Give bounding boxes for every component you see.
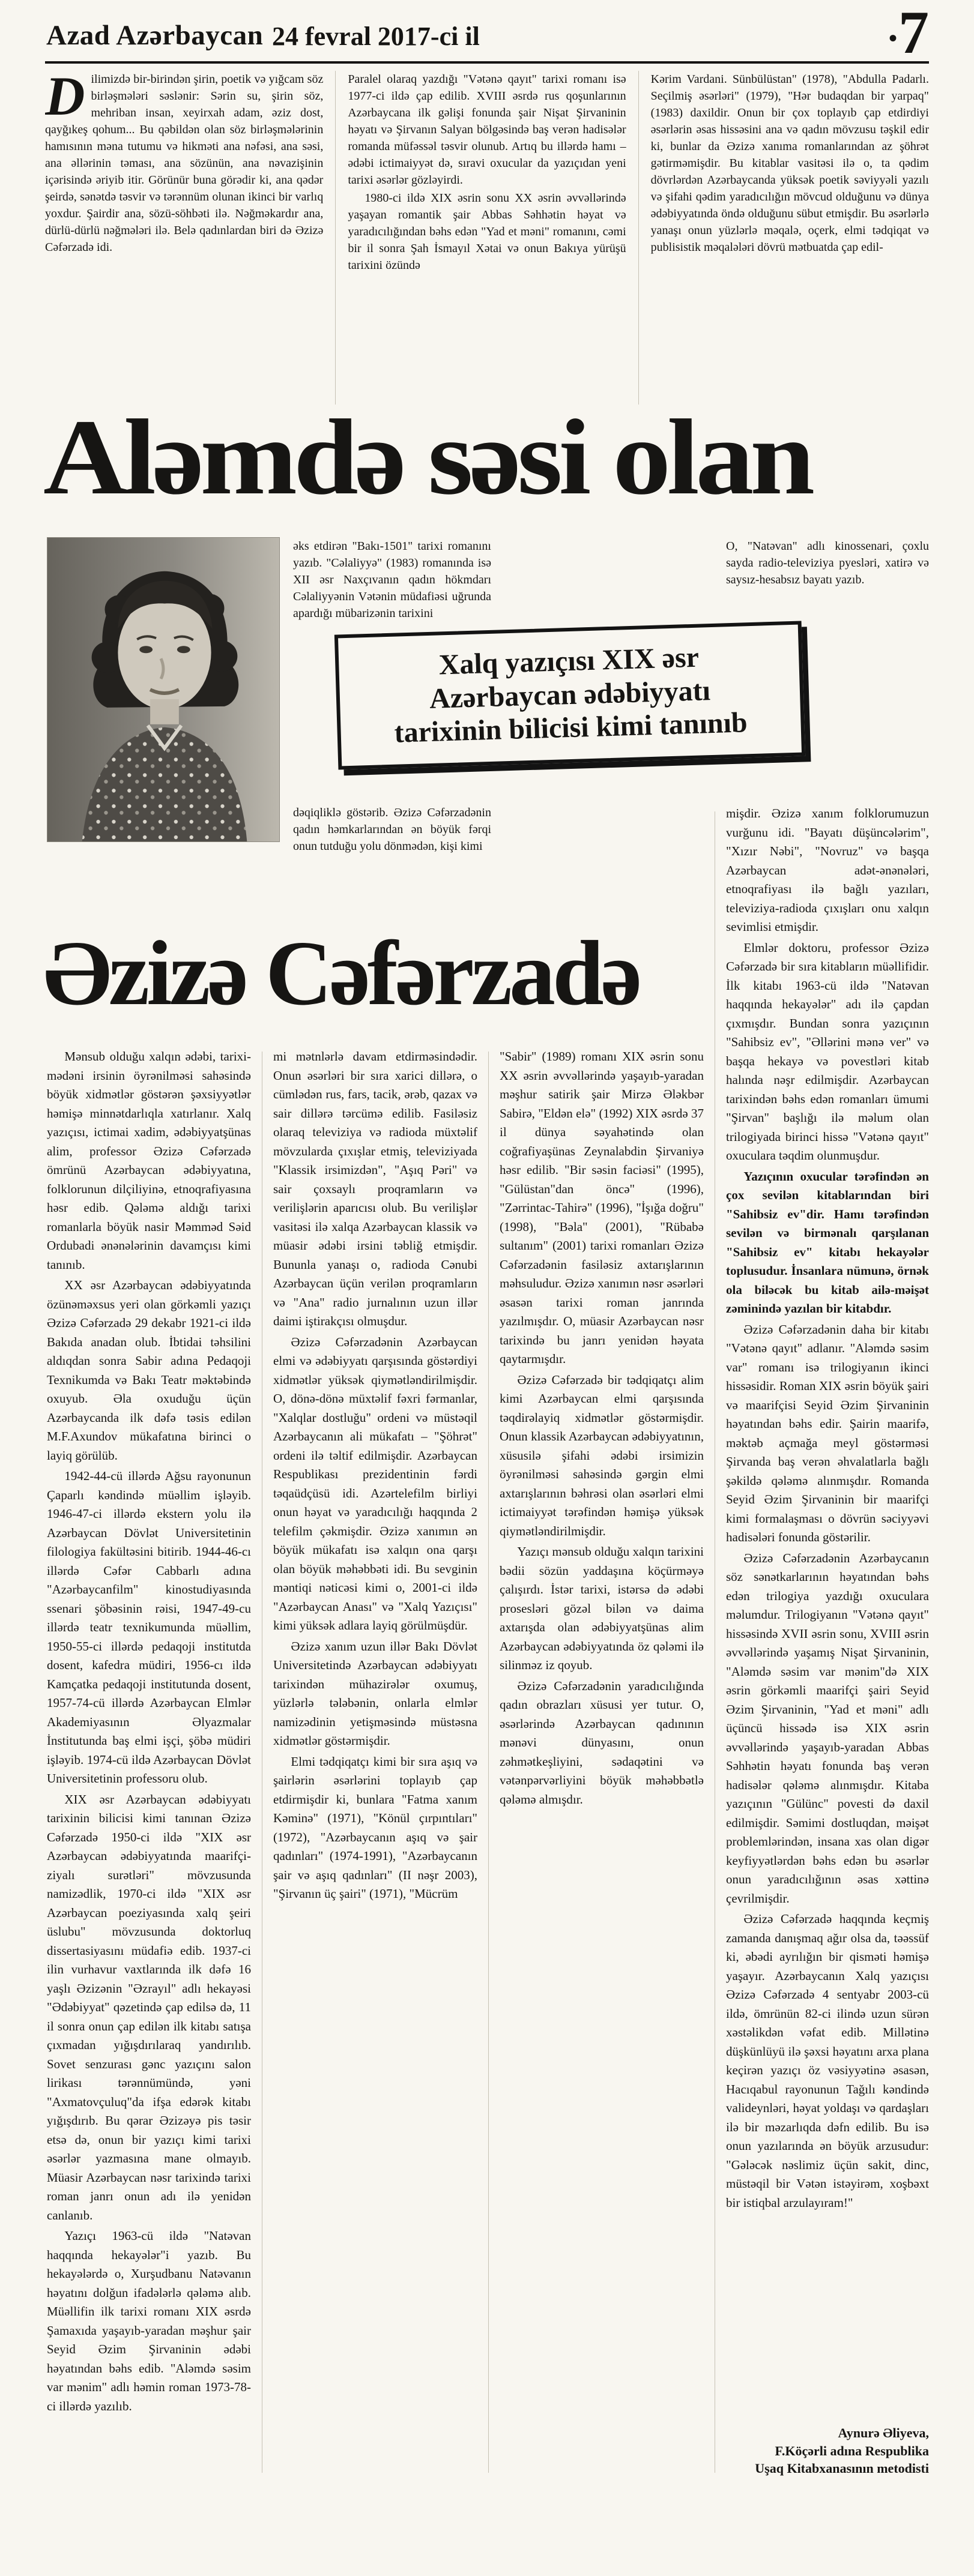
body-paragraph: Elmi tədqiqatçı kimi bir sıra aşıq və şairlərin əsərlərini toplayıb çap etdirmişdir ki, bunlara "Fatma xanım Kəminə" (1971), "Könül çırpıntıları" (1972), "Azərbaycanın aşıq və şair qadınları" (1974-1991), "Azərbaycanın şair və aşıq qadınları" (II nəşr 2003), "Şirvanın üç şairi" (1971), "Mücrüm xyxy=(273,1754,477,1901)
top-column-1 xyxy=(45,71,335,405)
top-column-3 xyxy=(638,71,929,405)
feature-paragraph-left xyxy=(293,538,491,622)
feature-text: dəqiqliklə göstərib. Əzizə Cəfərzadənin qadın həmkarlarından ən böyük fərqi onun tutduğu yolu dönmədən, kişi kimi xyxy=(293,806,491,853)
body-paragraph: Əzizə Cəfərzadənin Azərbaycan elmi və ədəbiyyatı qarşısında göstərdiyi xidmətlər yüksək qiymətləndirilmişdir. O, dönə-dönə müxtəlif fəxri fərmanlar, "Xalqlar dostluğu" ordeni və müstəqil Azərbaycanın ali mükafatı – "Şöhrət" ordeni ilə təltif edilmişdir. Azərbaycan Respublikası prezidentinin fərdi təqaüdçüsü idi. Azərtelefilm birliyi onun həyat və yaradıcılığı haqqında 2 telefilm çəkmişdir. Əzizə xanımın ən böyük mükafatı isə xalqın ona qarşı olan böyük məhəbbəti idi. Bu sevginin məntiqi nəticəsi kimi o, 2001-ci ildə "Azərbaycan Anası" və "Xalq Yazıçısı" kimi yüksək adlara layiq görülmüşdür. xyxy=(273,1334,477,1633)
body-paragraph: Əzizə Cəfərzadənin daha bir kitabı "Vətənə qayıt" adlanır. "Aləmdə səsim var" romanı isə trilogiyanın ikinci hissəsidir. Roman XIX əsrin böyük şairi və maarifçisi Seyid Əzim Şirvaninin həyatından bəhs edir. Şairin maarifə, məktəb açmağa meyl göstərməsi Şirvanda baş verən əhvalatlarla bağlı şəkildə qələmə alınmışdır. Romanda Seyid Əzim Şirvaninin bir maarifçi kimi formalaşması o dövrün səciyyəvi hadisələri fonunda göstərilir. xyxy=(726,1322,929,1544)
body-paragraph: Əzizə Cəfərzadənin yaradıcılığında qadın obrazları xüsusi yer tutur. O, əsərlərində Azərbaycan qadınının mənəvi dünyasını, onun zəhmətkeşliyini, sədaqətini və vətənpərvərliyini böyük məhəbbətlə qələmə almışdır. xyxy=(500,1678,704,1807)
feature-text: əks etdirən "Bakı-1501" tarixi romanını yazıb. "Cəlaliyyə" (1983) romanında isə XII əsr Naxçıvanın qadın hökmdarı Cəlaliyyənin Vətənin müdafiəsi uğrunda apardığı mübarizənin tarixini xyxy=(293,540,491,620)
feature-paragraph-below-quote xyxy=(293,804,491,855)
pull-quote-line: Azərbaycan ədəbiyyatı xyxy=(429,674,711,715)
newspaper-title: Azad Azərbaycan xyxy=(46,20,264,51)
body-paragraph: Əzizə Cəfərzadə haqqında keçmiş zamanda danışmaq ağır olsa da, təəssüf ki, əbədi ayrılığın bir qisməti həmişə yaşayır. Azərbaycanın Xalq yazıçısı Əzizə Cəfərzadə 4 sentyabr 2003-cü ildə, ömrünün 82-ci ilində uzun sürən xəstəlikdən vəfat edib. Millətinə düşkünlüyü ilə şəxsi həyatını arxa plana keçirən yazıçı öz vəsiyyətinə əsasən, Hacıqabul rayonunun Tağılı kəndində valideynləri, həyat yoldaşı və qardaşları ilə bir məzarlıqda dəfn edilib. Bu isə onun yazılarında ən böyük arzusudur: "Gələcək nəslimiz üçün sakit, dinc, müstəqil bir Vətən istəyirəm, xoşbəxt bir istiqbal arzulayıram!" xyxy=(726,1912,929,2210)
body-paragraph: Əzizə xanım uzun illər Bakı Dövlət Universitetində Azərbaycan ədəbiyyatı tarixindən mühazirələr oxumuş, yüzlərlə tələbənin, onlarla elmlər namizədinin yetişməsində müstəsna xidmətlər göstərmişdir. xyxy=(273,1639,477,1748)
top-paragraph: Kərim Vardani. Sünbülüstan" (1978), "Abdulla Padarlı. Seçilmiş əsərləri" (1979), "Hər budaqdan bir yarpaq" (1983) daxildir. Onun bir çox toplayıb çap etdirdiyi əsərlərin əsas hissəsini ana və qadın mövzusu təşkil edir ki, bunlar da Əzizə xanıma romanlarından az şöhrət gətirməmişdir. Bu kitablar vasitəsi ilə o, ta qədim dövrlərdən Azərbaycanda yüksək poetik səviyyəli yazılı və şifahi qədim yaradıcılığın mövcud olduğunu və dünya ədəbiyyatında öndə olduğunu sübut etmişdir. Bu əsərlərlə yanaşı onun yüzlərlə məqalə, oçerk, elmi tədqiqat və publisistik məqalələri dövrü mətbuatda çap edil- xyxy=(650,73,929,254)
drop-cap: D xyxy=(45,71,85,127)
top-columns xyxy=(45,71,929,405)
body-paragraph: XIX əsr Azərbaycan ədəbiyyatı tarixinin bilicisi kimi tanınan Əzizə Cəfərzadə 1950-ci ildə "XIX əsr Azərbaycan ədəbiyyatında maarifçi-ziyalı surətləri" mövzusunda namizədlik, 1970-ci ildə "XIX əsr Azərbaycan poeziyasında xalq şeiri üslubu" mövzusunda doktorluq dissertasiyasını müdafiə edib. 1937-ci ilin vurhavur vaxtlarında ilk dəfə 16 yaşlı Əzizənin "Əzrayıl" adlı hekayəsi "Ədəbiyyat" qəzetində çap edilsə də, 11 il sonra onun çap edilən ilk kitabı satışa çıxmadan yığışdırılaraq yandırılıb. Sovet senzurası gənc yazıçını salon lirikası tərənnümündə, yəni "Axmatovçuluq"da ifşa edərək kitabı yığışdırıb. Bu qərar Əzizəyə pis təsir etsə də, onun bir yazıçı kimi tarixi əsərlər yazmasına mane olmayıb. Müasir Azərbaycan nəsr tarixində tarixi roman janrı onun adı ilə yenidən canlanıb. xyxy=(47,1792,251,2222)
bullet-icon: • xyxy=(888,25,897,52)
body-paragraph: Yazıçı 1963-cü ildə "Natəvan haqqında hekayələr"i yazıb. Bu hekayələrdə o, Xurşudbanu Natəvanın həyatını dolğun ifadələrlə qələmə alıb. Müəllifin ilk tarixi romanı XIX əsrdə Şamaxıda yaşayıb-yaradan məşhur şair Seyid Əzim Şirvaninin ədəbi həyatından bəhs edib. "Aləmdə səsim var mənim" adlı həmin roman 1973-78-ci illərdə yazılıb. xyxy=(47,2228,251,2413)
byline xyxy=(726,2424,929,2480)
portrait-illustration xyxy=(47,538,279,841)
body-column-2 xyxy=(273,1047,477,2476)
top-paragraph: Paralel olaraq yazdığı "Vətənə qayıt" tarixi romanı isə 1977-ci ildə çap edilib. XVIII əsrdə rus qoşunlarının Azərbaycana ilk gəlişi fonunda şair Nişat Şirvaninin həyatı və Şirvanın Salyan bölgəsində baş verən hadisələr romanda müfəssəl təsvir olunub. Artıq bu illərdə hamı – ədəbi ictimaiyyət də, sıravi oxucular da yazıçıdan yeni tarixi əsərlər gözləyirdi. xyxy=(348,73,626,187)
body-paragraph: Mənsub olduğu xalqın ədəbi, tarixi-mədəni irsinin öyrənilməsi sahəsində böyük xidmətlər göstərən şəxsiyyətlər həmişə minnətdarlıqla xatırlanır. Xalq yazıçısı, ictimai xadim, ədəbiyyatşünas alim, professor Əzizə Cəfərzadə ömrünü Azərbaycan ədəbiyyatına, folklorunun dilçiliyinə, etnoqrafiyasına həsr edib. Qələmə aldığı tarixi romanlarla böyük nasir Məmməd Səid Ordubadi ənənələrinin davamçısı kimi tanınıb. xyxy=(47,1049,251,1272)
body-paragraph: Əzizə Cəfərzadənin Azərbaycanın söz sənətkarlarının həyatından bəhs edən trilogiya yazdığı oxuculara məlumdur. Trilogiyanın "Vətənə qayıt" hissəsində XVII əsrin sonu, XVIII əsrin əvvəllərində yaşamış Nişat Şirvaninin, "Aləmdə səsim var mənim"də XIX əsrin görkəmli maarifçi şairi Seyid Əzim Şirvaninin, "Yad et məni" adlı üçüncü hissədə isə XIX əsrin əvvəllərində yaşayıb-yaradan Abbas Səhhətin həyatı fonunda baş verən hadisələr qələmə alınmışdır. Kitaba yazıçının "Gülünc" povesti də daxil edilmişdir. Səmimi dostluqdan, məişət problemlərindən, insana xas olan digər keyfiyyətlərdən bəhs edən bu əsərlər onun yaradıcılığının əsas xəttinə çevrilmişdir. xyxy=(726,1550,929,1906)
top-paragraph: 1980-ci ildə XIX əsrin sonu XX əsrin əvvəllərində yaşayan romantik şair Abbas Səhhətin həyat və yaradıcılığından bəhs edən "Yad et məni" romanını, cəmi bir il sonra Şah İsmayıl Xətai və onun Bakıya yürüşü tarixini özündə xyxy=(348,191,626,272)
body-column-1 xyxy=(47,1047,251,2476)
feature-paragraph-right xyxy=(726,538,929,588)
pull-quote-box xyxy=(334,621,805,770)
body-paragraph: Elmlər doktoru, professor Əzizə Cəfərzadə bir sıra kitabların müəllifidir. İlk kitabı 1963-cü ildə "Natəvan haqqında hekayələr" adı ilə çapdan çıxmışdır. Bundan sonra yazıçının "Sahibsiz ev", "Əllərini mənə ver" və başqa hekayə və povestləri kitab halında nəşr edilmişdir. Azərbaycan tarixindən bəhs edən romanları ümumi "Şirvan" başlığı ilə məlum olan trilogiyada birinci hissə "Vətənə qayıt" oxuculara təqdim olunmuşdur. xyxy=(726,940,929,1163)
body-column-4 xyxy=(726,804,929,2480)
body-paragraph: Yazıçı mənsub olduğu xalqın tarixini bədii sözün yaddaşına köçürməyə çalışırdı. İstər tarixi, istərsə də ədəbi prosesləri gözəl bilən və daima axtarışda olan ədəbiyyatşünas alim Azərbaycan ədəbiyyatında öz qələmi ilə silinməz iz qoyub. xyxy=(500,1544,704,1672)
subject-headline: Əzizə Cəfərzadə xyxy=(43,922,640,1025)
top-column-2 xyxy=(335,71,638,405)
byline-organization: F.Köçərli adına Respublika xyxy=(775,2443,929,2458)
body-paragraph: XX əsr Azərbaycan ədəbiyyatında özünəməxsus yeri olan görkəmli yazıçı Əzizə Cəfərzadə 29 dekabr 1921-ci ildə Bakıda anadan olub. İbtidai təhsilini aldıqdan sonra Sabir adına Pedaqoji Texnikumda və Bakı Teatr məktəbində oxuyub. Əla oxuduğu üçün Azərbaycanda ilk dəfə təsis edilən M.F.Axundov mükafatına birinci o layiq görülüb. xyxy=(47,1278,251,1463)
feature-text: O, "Natəvan" adlı kinossenari, çoxlu sayda radio-televiziya pyesləri, xatirə və saysız-hesabsız bayatı yazıb. xyxy=(726,540,929,586)
body-paragraph: "Sabir" (1989) romanı XIX əsrin sonu XX əsrin əvvəllərində yaşayıb-yaradan məşhur satirik şair Mirzə Ələkbər Sabirə, "Eldən elə" (1992) XIX əsrdə 37 il dünya səyahətində olan coğrafiyaşünas Zeynalabdin Şirvaniyə həsr edilib. "Bir səsin faciəsi" (1995), "Gülüstan"dan öncə" (1996), "Zərrintac-Tahirə" (1996), "İşığa doğru" (1998), "Bəla" (2001), "Rübabə sultanım" (2001) tarixi romanları Əzizə Cəfərzadənin fasiləsiz axtarışlarının məhsuludur. Əzizə xanımın nəsr əsərləri əsasən tarixi roman janrında yazılmışdır. O, müasir Azərbaycan nəsr tarixində bu janrı yenidən həyata qaytarmışdır. xyxy=(500,1049,704,1366)
body-paragraph: 1942-44-cü illərdə Ağsu rayonunun Çaparlı kəndində müəllim işləyib. 1946-47-ci illərdə ekstern yolu ilə Azərbaycan Dövlət Universitetinin filologiya fakültəsini bitirib. 1944-46-cı illərdə Cəfər Cabbarlı adına "Azərbaycanfilm" kinostudiyasında ssenari şöbəsinin rəisi, 1947-49-cu illərdə teatr texnikumunda müəllim, 1950-55-ci illərdə pedaqoji institutda dosent, kafedra müdiri, 1956-cı ildə Kamçatka pedaqoji institutunda dosent, 1957-74-cü illərdə Azərbaycan Elmlər Akademiyasının Əlyazmalar İnstitutunda baş elmi işçi, şöbə müdiri işləyib. 1974-cü ildə Azərbaycan Dövlət Universitetinin professoru olub. xyxy=(47,1469,251,1786)
page-number: • 7 xyxy=(888,0,929,67)
main-headline: Aləmdə səsi olan xyxy=(43,397,811,517)
portrait-photo xyxy=(47,537,280,842)
pull-quote-line: Xalq yazıçısı XIX əsr xyxy=(438,641,700,681)
byline-role: Uşaq Kitabxanasının metodisti xyxy=(755,2461,929,2476)
issue-date: 24 fevral 2017-ci il xyxy=(272,22,480,51)
column-rule xyxy=(488,1052,489,2473)
body-paragraph: mi mətnlərlə davam etdirməsindədir. Onun əsərləri bir sıra xarici dillərə, o cümlədən rus, fars, tacik, ərəb, qazax və sair dillərə tərcümə edilib. Fasiləsiz olaraq televiziya və radioda müxtəlif mövzularda çıxışlar etmiş, televiziyada "Klassik irsimizdən", "Aşıq Pəri" və sair çoxsaylı proqramların və verilişlərin aparıcısı olub. Bu verilişlər vasitəsi ilə xalqa Azərbaycan klassik və müasir ədəbi irsini təbliğ etmişdir. Bununla yanaşı o, radioda Cənubi Azərbaycan üçün verilən proqramların və "Ana" radio jurnalının uzun illər daimi iştirakçısı olmuşdur. xyxy=(273,1049,477,1328)
body-paragraph: mişdir. Əzizə xanım folklorumuzun vurğunu idi. "Bayatı düşüncələrim", "Xızır Nəbi", "Novruz" və başqa Azərbaycan adət-ənənələri, etnoqrafiyası ilə bağlı yazıları, televiziya-radioda çıxışları onu xalqın sevimlisi etmişdir. xyxy=(726,806,929,934)
top-paragraph: Dilimizdə bir-birindən şirin, poetik və yığcam söz birləşmələri səslənir: Sərin su, şirin söz, mehriban insan, xeyirxah adam, əziz dost, qayğıkeş qohum... Bu qəbildən olan söz birləşmələrinin hamısının məna tutumu və hikməti ana nəfəsi, ana səsi, ana əllərinin təması, ana sözünün, ana nəvazişinin içərisində əriyib itir. Görünür buna görədir ki, ana qədər şeirdə, sənətdə təsvir və tərənnüm olunan ikinci bir varlıq yoxdur. Şairdir ana, sözü-söhbəti ilə. Nəğməkardır ana, dürlü-dürlü nəğmələri ilə. Belə qadınlardan biri də Əzizə Cəfərzadə idi. xyxy=(45,71,324,254)
byline-author: Aynurə Əliyeva, xyxy=(838,2425,929,2440)
body-paragraph-bold: Yazıçının oxucular tərəfindən ən çox sevilən kitablarından biri "Sahibsiz ev"dir. Hamı tərəfindən sevilən və birmənalı qarşılanan "Sahibsiz ev" kitabı hekayələr toplusudur. İnsanlara nümunə, örnək ola biləcək bu kitab ailə-məişət zəminində yazılan bir kitabdır. xyxy=(726,1169,929,1316)
body-column-3 xyxy=(500,1047,704,2476)
body-paragraph: Əzizə Cəfərzadə bir tədqiqatçı alim kimi Azərbaycan elmi qarşısında təqdirəlayiq xidmətlər göstərmişdir. Onun klassik Azərbaycan ədəbiyyatının, xüsusilə şifahi ədəbi irsimizin öyrənilməsi sahəsində gərgin elmi axtarışlarının bəhrəsi olan əsərləri elmi ictimaiyyət tərəfindən həmişə yüksək qiymətləndirilmişdir. xyxy=(500,1372,704,1538)
masthead xyxy=(45,0,929,67)
pull-quote-line: tarixinin bilicisi kimi tanınıb xyxy=(393,706,748,750)
